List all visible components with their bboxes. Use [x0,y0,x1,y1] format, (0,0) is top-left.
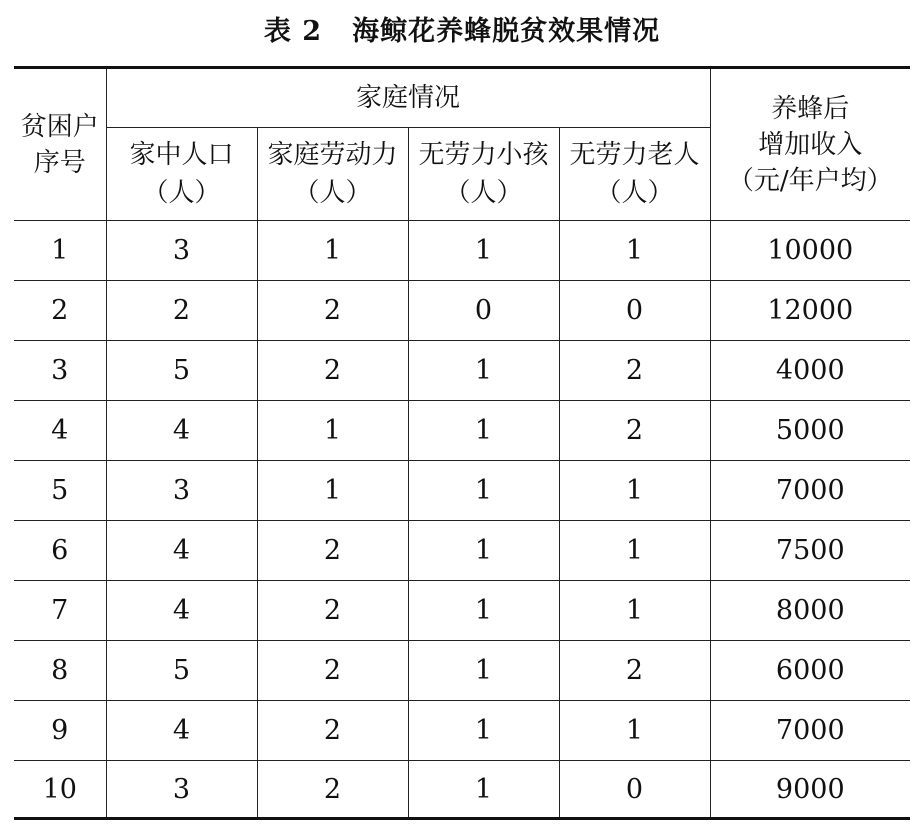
cell-family-population: 3 [106,761,257,819]
header-family-labor: 家庭劳动力 （人） [257,128,408,221]
cell-elderly-without-labor: 2 [559,341,710,401]
table-row [14,521,910,581]
cell-income-increase: 5000 [710,401,910,461]
cell-family-labor: 2 [257,341,408,401]
cell-income-increase: 6000 [710,641,910,701]
cell-elderly-without-labor: 1 [559,221,710,281]
cell-family-population: 4 [106,701,257,761]
cell-household-index: 6 [14,521,106,581]
cell-elderly-without-labor: 0 [559,761,710,819]
cell-children-without-labor: 1 [408,221,559,281]
cell-children-without-labor: 1 [408,521,559,581]
cell-family-population: 4 [106,401,257,461]
cell-family-population: 5 [106,641,257,701]
table-title [0,12,924,52]
cell-household-index: 8 [14,641,106,701]
cell-income-increase: 9000 [710,761,910,819]
cell-household-index: 3 [14,341,106,401]
cell-household-index: 7 [14,581,106,641]
table-number: 表 2 [263,16,323,47]
cell-family-labor: 2 [257,701,408,761]
cell-household-index: 2 [14,281,106,341]
cell-household-index: 10 [14,761,106,819]
cell-elderly-without-labor: 1 [559,461,710,521]
cell-income-increase: 7000 [710,701,910,761]
cell-income-increase: 4000 [710,341,910,401]
poverty-alleviation-table [14,66,910,820]
table-row [14,281,910,341]
cell-family-labor: 1 [257,221,408,281]
cell-family-population: 3 [106,221,257,281]
cell-family-population: 2 [106,281,257,341]
cell-children-without-labor: 1 [408,341,559,401]
cell-income-increase: 7000 [710,461,910,521]
table-row [14,401,910,461]
cell-family-labor: 1 [257,401,408,461]
table-body [14,221,910,819]
cell-family-labor: 2 [257,581,408,641]
table-row [14,641,910,701]
cell-children-without-labor: 1 [408,581,559,641]
cell-family-population: 3 [106,461,257,521]
cell-children-without-labor: 1 [408,401,559,461]
header-family-situation: 家庭情况 [106,68,710,128]
cell-family-population: 4 [106,521,257,581]
header-income-increase: 养蜂后 增加收入 （元/年户均） [710,68,910,221]
header-children-without-labor: 无劳力小孩 （人） [408,128,559,221]
cell-household-index: 1 [14,221,106,281]
cell-family-labor: 2 [257,761,408,819]
cell-household-index: 4 [14,401,106,461]
table-row [14,221,910,281]
cell-family-labor: 1 [257,461,408,521]
table-row [14,761,910,819]
table-row [14,461,910,521]
cell-income-increase: 10000 [710,221,910,281]
table-row [14,701,910,761]
table-row [14,581,910,641]
cell-children-without-labor: 1 [408,641,559,701]
cell-elderly-without-labor: 1 [559,521,710,581]
cell-elderly-without-labor: 2 [559,401,710,461]
cell-children-without-labor: 1 [408,461,559,521]
table-caption: 海鲸花养蜂脱贫效果情况 [352,16,661,47]
cell-income-increase: 7500 [710,521,910,581]
cell-children-without-labor: 1 [408,701,559,761]
cell-children-without-labor: 0 [408,281,559,341]
header-family-population: 家中人口 （人） [106,128,257,221]
cell-income-increase: 12000 [710,281,910,341]
cell-family-labor: 2 [257,281,408,341]
cell-elderly-without-labor: 1 [559,701,710,761]
header-household-index: 贫困户 序号 [14,68,106,221]
cell-family-population: 5 [106,341,257,401]
cell-elderly-without-labor: 2 [559,641,710,701]
cell-household-index: 9 [14,701,106,761]
cell-children-without-labor: 1 [408,761,559,819]
cell-elderly-without-labor: 0 [559,281,710,341]
cell-family-population: 4 [106,581,257,641]
cell-household-index: 5 [14,461,106,521]
cell-income-increase: 8000 [710,581,910,641]
table-row [14,341,910,401]
cell-family-labor: 2 [257,521,408,581]
cell-elderly-without-labor: 1 [559,581,710,641]
cell-family-labor: 2 [257,641,408,701]
header-elderly-without-labor: 无劳力老人 （人） [559,128,710,221]
